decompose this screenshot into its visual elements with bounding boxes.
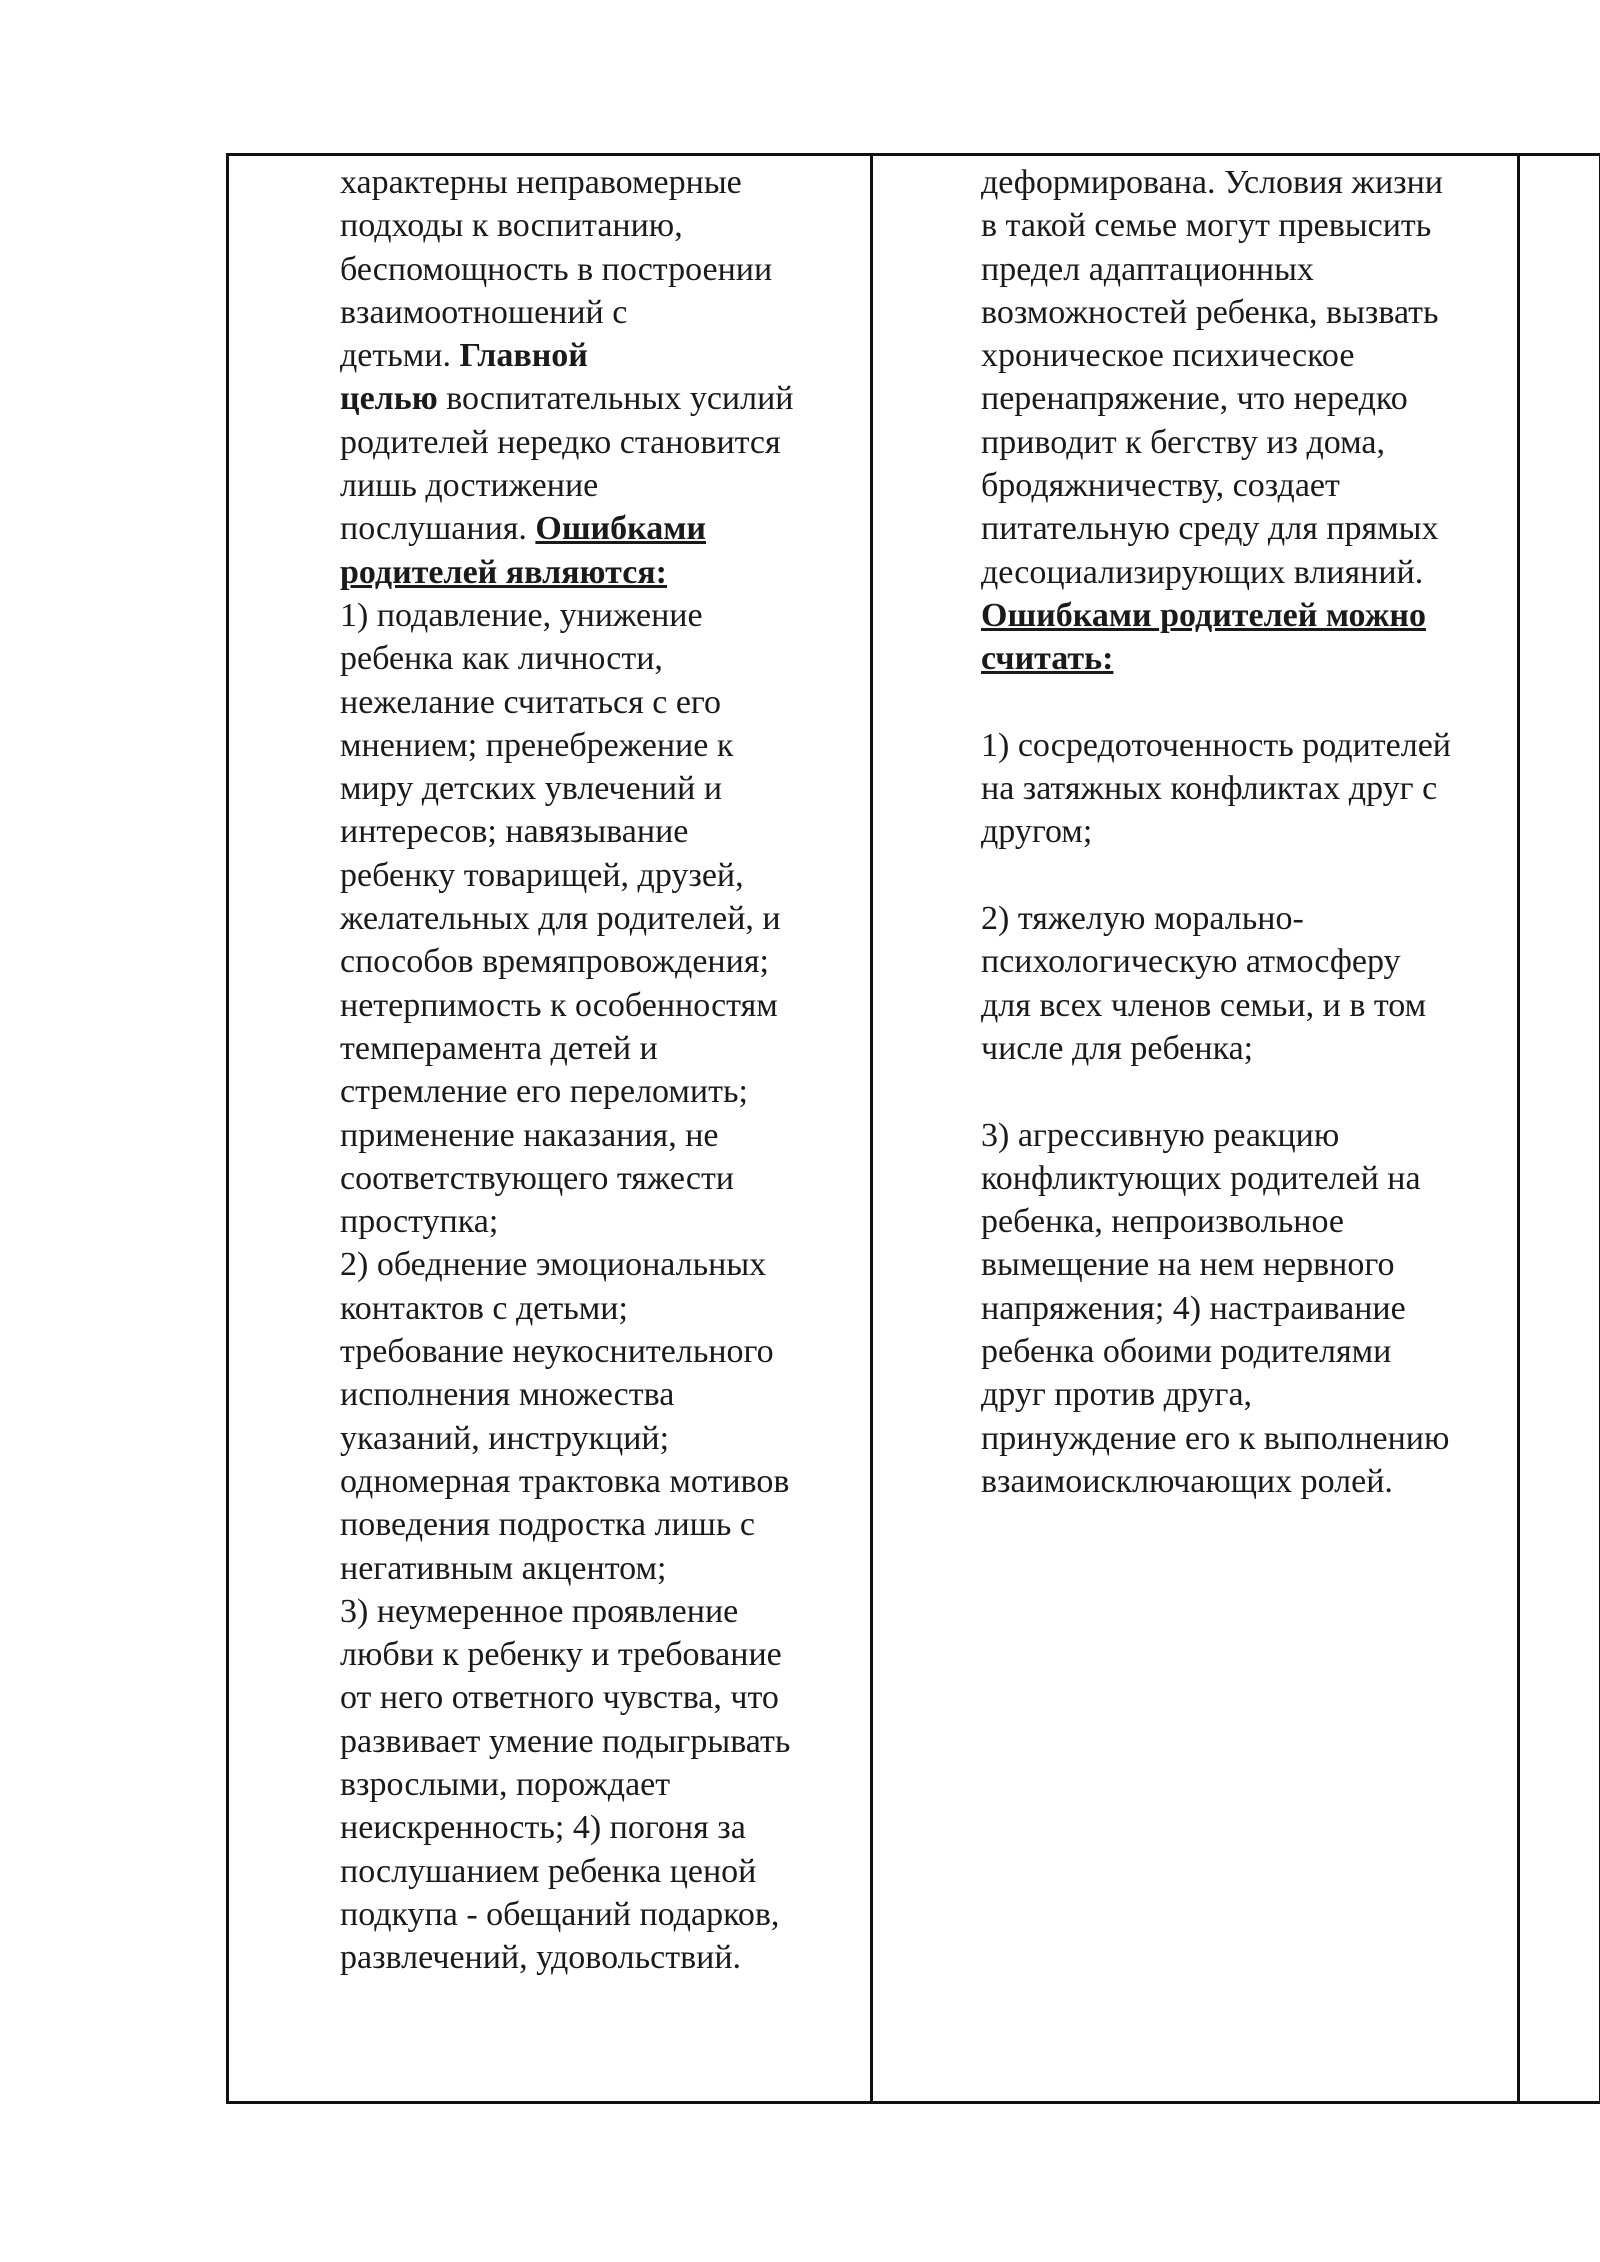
text-line: 2) тяжелую морально- xyxy=(981,900,1304,938)
bold-underlined-heading: считать: xyxy=(981,640,1114,678)
text-line: требование неукоснительного xyxy=(340,1333,774,1371)
text-line: ребенку товарищей, друзей, xyxy=(340,856,744,894)
text-line: характерны неправомерные xyxy=(340,164,742,201)
text-line: взаимоисключающих ролей. xyxy=(981,1462,1393,1500)
bold-phrase: Главной xyxy=(459,337,588,375)
left-cell-text xyxy=(340,161,793,1979)
text-line: неискренность; 4) погоня за xyxy=(340,1809,746,1847)
bold-phrase: целью xyxy=(340,380,438,418)
text-line: контактов с детьми; xyxy=(340,1289,628,1327)
text-line: 3) неумеренное проявление xyxy=(340,1592,739,1630)
text-line: для всех членов семьи, и в том xyxy=(981,986,1427,1024)
text-line: лишь достижение xyxy=(340,467,599,505)
text-line: ребенка обоими родителями xyxy=(981,1333,1392,1371)
text-line xyxy=(981,637,1451,680)
text-line: нежелание считаться с его xyxy=(340,683,722,721)
text-line: конфликтующих родителей на xyxy=(981,1159,1421,1197)
bold-underlined-heading: Ошибками родителей можно xyxy=(981,596,1426,634)
text-line: друг против друга, xyxy=(981,1376,1253,1414)
text-line: темперамента детей и xyxy=(340,1029,658,1067)
text-line: ребенка, непроизвольное xyxy=(981,1203,1344,1241)
text-line: подходы к воспитанию, xyxy=(340,207,683,245)
text-line: возможностей ребенка, вызвать xyxy=(981,293,1439,331)
text-line: интересов; навязывание xyxy=(340,813,689,851)
text-line: 1) подавление, унижение xyxy=(340,596,703,634)
text-line: мнением; пренебрежение к xyxy=(340,726,734,764)
text-line: стремление его переломить; xyxy=(340,1073,748,1111)
blank-line xyxy=(981,854,1451,897)
text-line: негативным акцентом; xyxy=(340,1549,667,1587)
text-line: от него ответного чувства, что xyxy=(340,1679,779,1717)
text-line: предел адаптационных xyxy=(981,250,1314,288)
text-line: взаимоотношений с xyxy=(340,293,628,331)
blank-line xyxy=(981,681,1451,724)
text-line: бродяжничеству, создает xyxy=(981,467,1340,505)
text-line: проступка; xyxy=(340,1203,499,1241)
text-line: послушания. Ошибками xyxy=(340,510,706,548)
text-line: ребенка как личности, xyxy=(340,640,663,678)
text-line: любви к ребенку и требование xyxy=(340,1636,782,1674)
text-line: принуждение его к выполнению xyxy=(981,1419,1450,1457)
text-line: приводит к бегству из дома, xyxy=(981,423,1385,461)
text-line: целью воспитательных усилий xyxy=(340,380,794,418)
bold-underlined-heading: родителей являются: xyxy=(340,553,668,591)
text-line: способов времяпровождения; xyxy=(340,943,769,981)
bold-underlined-heading: Ошибками xyxy=(535,510,706,548)
text-line: 1) сосредоточенность родителей xyxy=(981,726,1451,764)
text-line: поведения подростка лишь с xyxy=(340,1506,755,1544)
text-line: питательную среду для прямых xyxy=(981,510,1439,548)
text-line: желательных для родителей, и xyxy=(340,900,781,938)
text-line xyxy=(340,551,793,594)
text-line: вымещение на нем нервного xyxy=(981,1246,1395,1284)
text-line: миру детских увлечений и xyxy=(340,770,723,808)
text-line: другом; xyxy=(981,813,1093,851)
text-line: применение наказания, не xyxy=(340,1116,719,1154)
text-line: развлечений, удовольствий. xyxy=(340,1939,742,1977)
text-line: перенапряжение, что нередко xyxy=(981,380,1408,418)
text-line: десоциализирующих влияний. xyxy=(981,553,1424,591)
text-line: беспомощность в построении xyxy=(340,250,773,288)
text-line xyxy=(981,594,1451,637)
column-divider xyxy=(870,156,873,2101)
right-cell-text xyxy=(981,161,1451,1503)
text-line: числе для ребенка; xyxy=(981,1029,1254,1067)
column-divider xyxy=(1517,156,1520,2101)
text-line: в такой семье могут превысить xyxy=(981,207,1432,245)
text-line: психологическую атмосферу xyxy=(981,943,1401,981)
text-line: напряжения; 4) настраивание xyxy=(981,1289,1406,1327)
text-line: одномерная трактовка мотивов xyxy=(340,1462,790,1500)
text-line: 2) обеднение эмоциональных xyxy=(340,1246,767,1284)
text-line: соответствующего тяжести xyxy=(340,1159,735,1197)
text-line: взрослыми, порождает xyxy=(340,1765,671,1803)
text-line: исполнения множества xyxy=(340,1376,675,1414)
document-table xyxy=(226,153,1600,2104)
text-line: подкупа - обещаний подарков, xyxy=(340,1895,780,1933)
blank-line xyxy=(981,1070,1451,1113)
text-line: 3) агрессивную реакцию xyxy=(981,1116,1340,1154)
text-line: послушанием ребенка ценой xyxy=(340,1852,757,1890)
text-line: нетерпимость к особенностям xyxy=(340,986,778,1024)
text-line: деформирована. Условия жизни xyxy=(981,164,1443,201)
text-line: хроническое психическое xyxy=(981,337,1355,375)
text-line: на затяжных конфликтах друг с xyxy=(981,770,1438,808)
text-line: развивает умение подыгрывать xyxy=(340,1722,791,1760)
text-line: детьми. Главной xyxy=(340,337,588,375)
text-line: указаний, инструкций; xyxy=(340,1419,670,1457)
text-line: родителей нередко становится xyxy=(340,423,781,461)
